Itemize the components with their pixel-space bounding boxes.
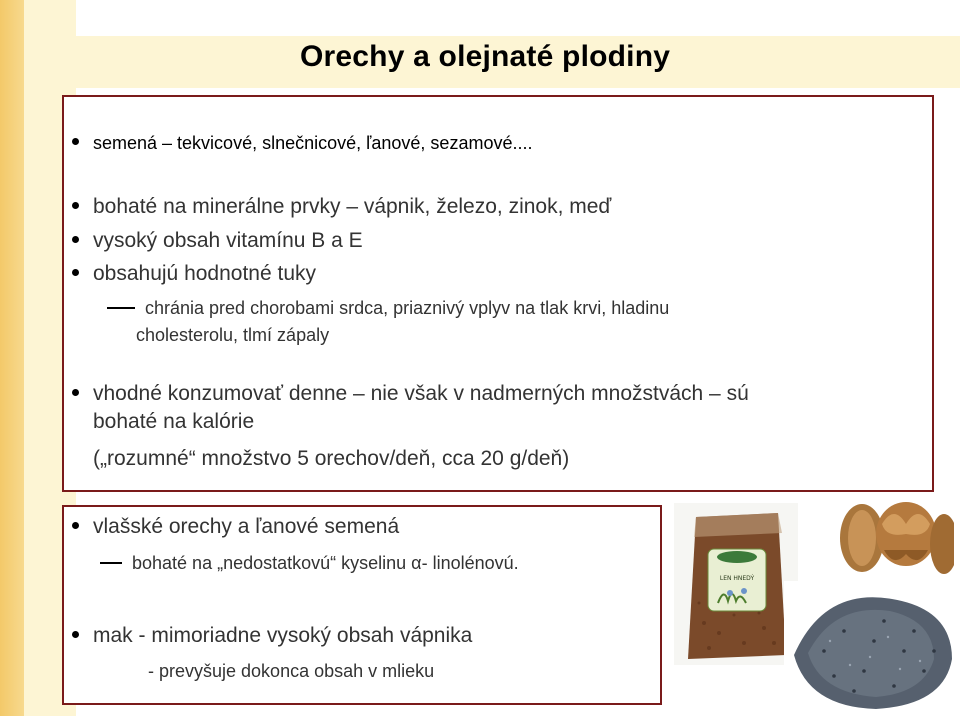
bullet-icon <box>72 138 79 145</box>
flax-seed-package-image <box>674 503 798 665</box>
list-item-continuation: bohaté na kalórie <box>93 410 255 433</box>
list-item <box>72 382 749 406</box>
list-item-text: mak - mimoriadne vysoký obsah vápnika <box>93 624 473 647</box>
poppy-seeds-image <box>784 581 960 716</box>
list-item <box>72 133 532 154</box>
sub-list-text: - prevyšuje dokonca obsah v mlieku <box>148 661 435 681</box>
list-item-continuation: („rozumné“ množstvo 5 orechov/deň, cca 20 g/deň) <box>93 447 570 470</box>
list-item <box>72 229 363 253</box>
slide-title: Orechy a olejnaté plodiny <box>300 40 671 73</box>
list-item-text: semená – tekvicové, slnečnicové, ľanové, sezamové.... <box>93 133 533 153</box>
bullet-icon <box>72 202 79 209</box>
walnut-image <box>834 494 954 582</box>
sub-list-text: bohaté na „nedostatkovú“ kyselinu α- linolénovú. <box>132 553 519 573</box>
gold-side-stripe <box>0 0 24 716</box>
list-item <box>72 195 611 219</box>
list-item <box>72 624 472 648</box>
bullet-icon <box>72 522 79 529</box>
list-item-text: vysoký obsah vitamínu B a E <box>93 229 363 252</box>
list-item <box>72 262 316 286</box>
list-item-text: vlašské orechy a ľanové semená <box>93 515 400 538</box>
list-item-text: vhodné konzumovať denne – nie však v nadmerných množstvách – sú <box>93 382 749 405</box>
bullet-icon <box>72 631 79 638</box>
list-item-text: obsahujú hodnotné tuky <box>93 262 317 285</box>
sub-list-item <box>107 298 669 319</box>
dash-icon <box>100 562 122 564</box>
list-item <box>72 515 399 539</box>
list-item-text: bohaté na minerálne prvky – vápnik, železo, zinok, meď <box>93 195 612 218</box>
dash-icon <box>107 307 135 309</box>
sub-list-text: chránia pred chorobami srdca, priaznivý vplyv na tlak krvi, hladinu <box>145 298 670 318</box>
bullet-icon <box>72 269 79 276</box>
package-label-text: LEN HNEDÝ <box>719 575 755 582</box>
bullet-icon <box>72 236 79 243</box>
sub-list-text-continuation: cholesterolu, tlmí zápaly <box>136 325 330 345</box>
sub-list-item <box>100 553 519 574</box>
bullet-icon <box>72 389 79 396</box>
